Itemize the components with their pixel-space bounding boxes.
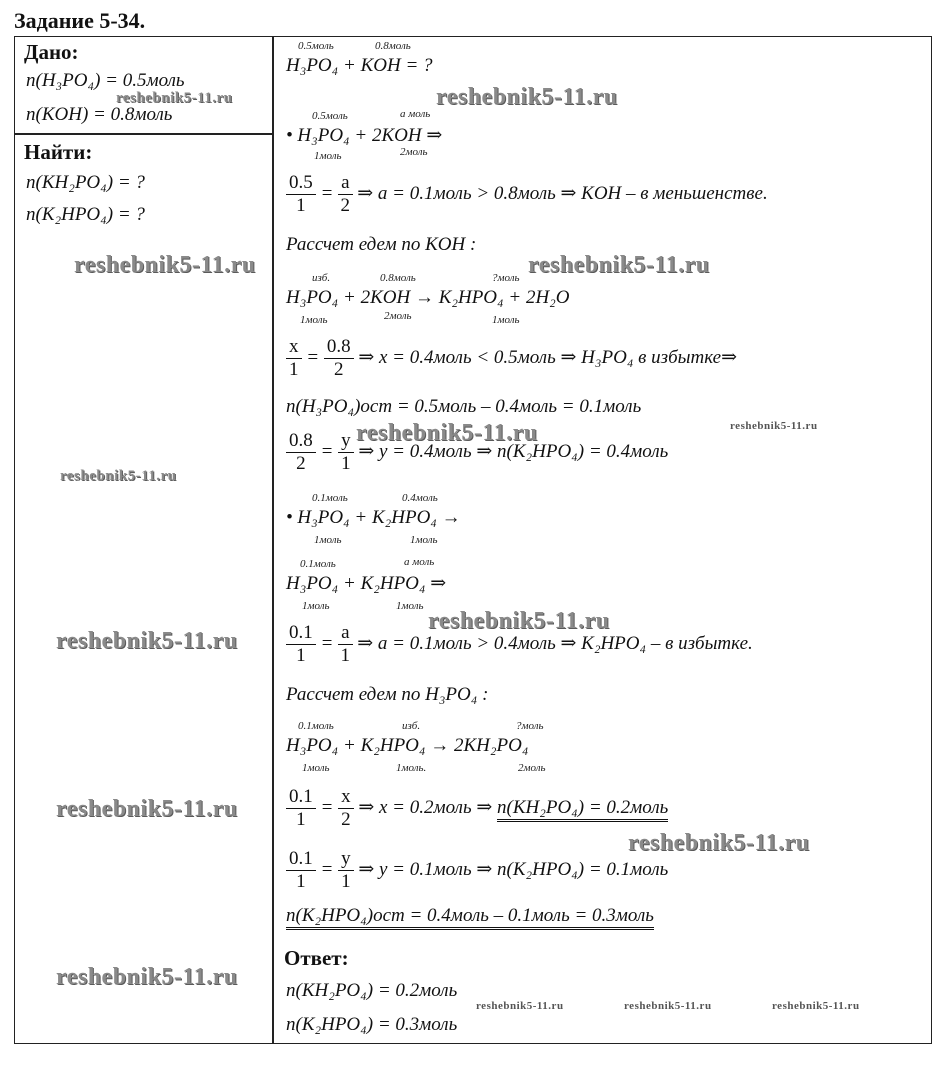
fraction: $\frac{0.1}{1}$ — [286, 786, 316, 831]
fraction: $\frac{0.1}{1}$ — [286, 622, 316, 667]
watermark: reshebnik5-11.ru — [60, 468, 177, 484]
fraction: $\frac{y}{1}$ — [338, 430, 354, 475]
label-bottom: 2моль — [518, 762, 546, 774]
excess-h3po4: n(H₃PO₄)ост = 0.5моль – 0.4моль = 0.1моль — [286, 396, 642, 417]
fraction: $\frac{0.5}{1}$ — [286, 172, 316, 217]
given-header: Дано: — [24, 40, 79, 64]
watermark: reshebnik5-11.ru — [74, 252, 256, 278]
label-bottom: 1моль — [300, 314, 328, 326]
fraction: $\frac{0.1}{1}$ — [286, 848, 316, 893]
proportion-line-15: $\frac{0.1}{1}$ = $\frac{y}{1}$ ⇒ y = 0.1моль ⇒ n(K₂HPO₄) = 0.1моль — [286, 848, 668, 893]
label-top: 0.8моль — [380, 272, 416, 284]
label-top: изб. — [312, 272, 331, 284]
equation-line-10: H₃PO₄ + K₂HPO₄ ⇒ — [286, 573, 447, 594]
fraction: $\frac{x}{2}$ — [338, 786, 354, 831]
label-bottom: 2моль — [384, 310, 412, 322]
column-divider — [272, 36, 274, 1044]
watermark: reshebnik5-11.ru — [56, 796, 238, 822]
watermark: reshebnik5-11.ru — [116, 90, 233, 106]
watermark: reshebnik5-11.ru — [356, 420, 538, 446]
proportion-line-3: $\frac{0.5}{1}$ = $\frac{а}{2}$ ⇒ а = 0.1моль > 0.8моль ⇒ KOH – в меньшенстве. — [286, 172, 768, 217]
label-bottom: 1моль — [410, 534, 438, 546]
answer-header: Ответ: — [284, 946, 349, 970]
label-top: а моль — [400, 108, 431, 120]
fraction: $\frac{0.8}{2}$ — [324, 336, 354, 381]
fraction: $\frac{x}{1}$ — [286, 336, 302, 381]
equation-line-2: • H₃PO₄ + 2KOH ⇒ — [286, 125, 443, 146]
answer-kh2po4: n(KH₂PO₄) = 0.2моль — [286, 980, 458, 1001]
calc-note-koh: Рассчет едем по KOH : — [286, 234, 477, 255]
watermark: reshebnik5-11.ru — [476, 1000, 564, 1012]
calc-note-h3po4: Рассчет едем по H₃PO₄ : — [286, 684, 489, 705]
given-h3po4: n(H₃PO₄) = 0.5моль — [26, 70, 185, 91]
watermark: reshebnik5-11.ru — [56, 964, 238, 990]
fraction: $\frac{а}{2}$ — [338, 172, 352, 217]
label-top: 0.5моль — [298, 40, 334, 52]
fraction: $\frac{y}{1}$ — [338, 848, 354, 893]
label-top: изб. — [402, 720, 421, 732]
label-bottom: 1моль. — [396, 762, 427, 774]
equation-line-13: H₃PO₄ + K₂HPO₄ → 2KH₂PO₄ — [286, 735, 529, 756]
label-bottom: 1моль — [302, 600, 330, 612]
result-kh2po4: n(KH₂PO₄) = 0.2моль — [497, 797, 668, 822]
proportion-line-14: $\frac{0.1}{1}$ = $\frac{x}{2}$ ⇒ x = 0.2моль ⇒ n(KH₂PO₄) = 0.2моль — [286, 786, 668, 831]
watermark: reshebnik5-11.ru — [624, 1000, 712, 1012]
label-bottom: 1моль — [314, 150, 342, 162]
label-bottom: 1моль — [302, 762, 330, 774]
result-k2hpo4: n(K₂HPO₄)ост = 0.4моль – 0.1моль = 0.3моль — [286, 905, 654, 930]
excess-k2hpo4 — [286, 905, 654, 927]
label-top: 0.1моль — [300, 558, 336, 570]
find-kh2po4: n(KH₂PO₄) = ? — [26, 172, 145, 193]
label-bottom: 1моль — [314, 534, 342, 546]
label-top: 0.1моль — [298, 720, 334, 732]
label-top: 0.4моль — [402, 492, 438, 504]
watermark: reshebnik5-11.ru — [428, 608, 610, 634]
proportion-line-6: $\frac{x}{1}$ = $\frac{0.8}{2}$ ⇒ x = 0.4моль < 0.5моль ⇒ H₃PO₄ в избытке⇒ — [286, 336, 737, 381]
label-top: 0.1моль — [312, 492, 348, 504]
watermark: reshebnik5-11.ru — [436, 84, 618, 110]
equation-line-1: H₃PO₄ + KOH = ? — [286, 55, 433, 76]
fraction: $\frac{а}{1}$ — [338, 622, 352, 667]
answer-k2hpo4: n(K₂HPO₄) = 0.3моль — [286, 1014, 458, 1035]
watermark: reshebnik5-11.ru — [528, 252, 710, 278]
find-k2hpo4: n(K₂HPO₄) = ? — [26, 204, 145, 225]
label-top: ?моль — [492, 272, 520, 284]
find-header: Найти: — [24, 140, 93, 164]
label-bottom: 1моль — [492, 314, 520, 326]
label-top: 0.8моль — [375, 40, 411, 52]
watermark: reshebnik5-11.ru — [56, 628, 238, 654]
row-divider — [14, 133, 272, 135]
given-koh: n(KOH) = 0.8моль — [26, 104, 173, 125]
label-top: ?моль — [516, 720, 544, 732]
watermark: reshebnik5-11.ru — [628, 830, 810, 856]
label-bottom: 2моль — [400, 146, 428, 158]
equation-line-9: • H₃PO₄ + K₂HPO₄ → — [286, 507, 461, 528]
label-top: 0.5моль — [312, 110, 348, 122]
label-top: а моль — [404, 556, 435, 568]
proportion-line-11: $\frac{0.1}{1}$ = $\frac{а}{1}$ ⇒ а = 0.1моль > 0.4моль ⇒ K₂HPO₄ – в избытке. — [286, 622, 753, 667]
watermark: reshebnik5-11.ru — [772, 1000, 860, 1012]
task-title: Задание 5-34. — [14, 8, 146, 33]
proportion-line-8: $\frac{0.8}{2}$ = $\frac{y}{1}$ ⇒ y = 0.4моль ⇒ n(K₂HPO₄) = 0.4моль — [286, 430, 668, 475]
equation-line-5: H₃PO₄ + 2KOH → K₂HPO₄ + 2H₂O — [286, 287, 570, 308]
watermark: reshebnik5-11.ru — [730, 420, 818, 432]
fraction: $\frac{0.8}{2}$ — [286, 430, 316, 475]
label-bottom: 1моль — [396, 600, 424, 612]
